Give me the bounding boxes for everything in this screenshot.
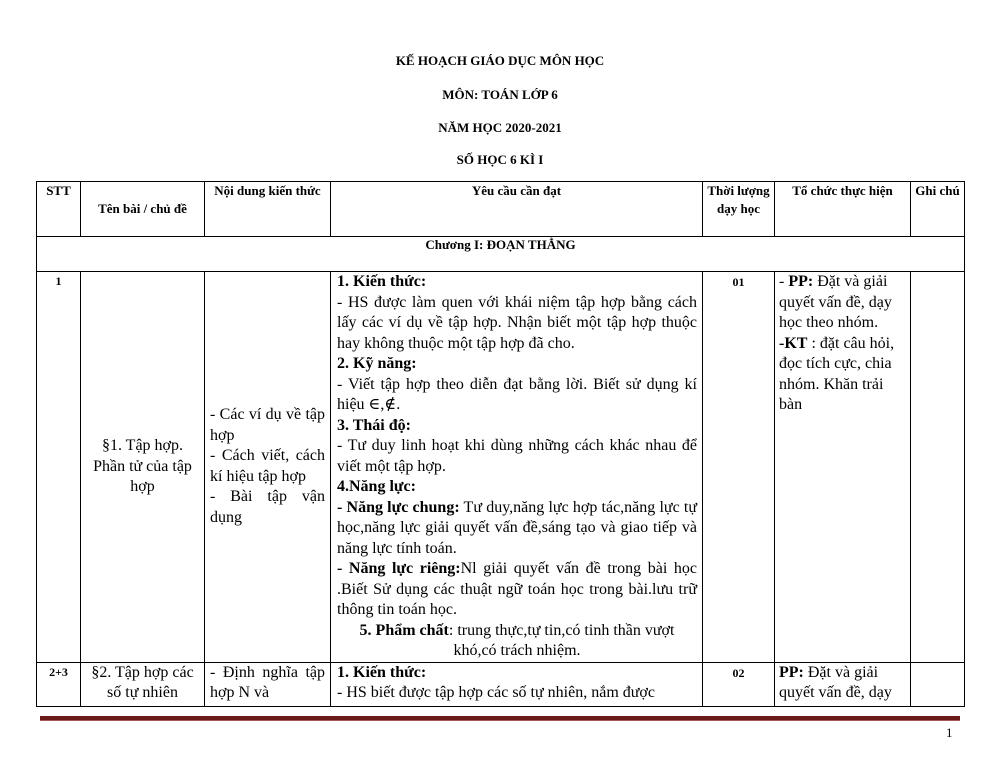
col-header-lesson-label: Tên bài / chủ đề — [98, 201, 187, 216]
req-text-attitude: - Tư duy linh hoạt khi dùng những cách khác nhau để viết một tập hợp. — [337, 437, 697, 475]
table-header-row — [37, 182, 965, 237]
plan-title: KẾ HOẠCH GIÁO DỤC MÔN HỌC — [395, 53, 605, 68]
row-lesson-name: §1. Tập hợp. Phần tử của tập hợp — [81, 272, 205, 663]
row-notes — [911, 272, 965, 663]
col-header-notes: Ghi chú — [911, 182, 965, 237]
lesson-plan-table — [36, 181, 965, 707]
req-text-knowledge: - HS được làm quen với khái niệm tập hợp bằng cách lấy các ví dụ về tập hợp. Nhận biết một tập hợp thuộc hay không thuộc một tập hợp đã cho. — [337, 293, 697, 352]
col-header-stt: STT — [37, 182, 81, 237]
req-heading-competence: 4.Năng lực: — [337, 478, 416, 495]
page-number: 1 — [946, 725, 953, 740]
row-content — [205, 272, 331, 663]
row-organization — [775, 662, 911, 706]
chapter-cell — [37, 237, 965, 272]
org-methods — [779, 663, 906, 704]
org-techniques — [779, 334, 906, 416]
col-header-organization: Tổ chức thực hiện — [775, 182, 911, 237]
req-specific-competence — [337, 559, 697, 621]
footer-divider — [40, 716, 960, 721]
row-stt: 2+3 — [37, 662, 81, 706]
row-notes — [911, 662, 965, 706]
chapter-title: Chương I: ĐOẠN THẲNG — [425, 237, 576, 252]
req-text-skills: - Viết tập hợp theo diễn đạt bằng lời. Biết sử dụng kí hiệu ∈,∉. — [337, 375, 697, 413]
req-qualities-label: 5. Phẩm chất — [359, 621, 449, 639]
req-general-competence — [337, 498, 697, 560]
org-methods-text: Đặt và giải quyết vấn đề, dạy — [779, 663, 892, 701]
req-qualities-text: : trung thực,tự tin,có tinh thần vượt khó,có trách nhiệm. — [448, 621, 675, 659]
req-text-knowledge: - HS biết được tập hợp các số tự nhiên, nắm được — [337, 684, 655, 701]
req-qualities — [337, 621, 697, 662]
org-methods: - PP: Đặt và giải quyết vấn đề, dạy học theo nhóm. — [779, 273, 892, 331]
col-header-lesson — [81, 182, 205, 237]
org-methods-label: PP: — [779, 663, 804, 681]
row-organization — [775, 272, 911, 663]
col-header-content: Nội dung kiến thức — [205, 182, 331, 237]
org-methods-text: Đặt và giải quyết vấn đề, dạy học theo nhóm. — [779, 273, 892, 331]
req-heading-knowledge: 1. Kiến thức: — [337, 273, 427, 290]
content-item: - Các ví dụ về tập hợp — [210, 406, 325, 444]
req-heading-knowledge: 1. Kiến thức: — [337, 663, 427, 681]
school-year-title: NĂM HỌC 2020-2021 — [438, 120, 562, 135]
req-specific-text: Nl giải quyết vấn đề trong bài học .Biết Sử dụng các thuật ngữ toán học trong bài.lưu trữ thông tin toán học. — [337, 560, 697, 618]
chapter-row — [37, 237, 965, 272]
row-stt: 1 — [37, 272, 81, 663]
req-heading-skills: 2. Kỹ năng: — [337, 355, 417, 372]
req-heading-attitude: 3. Thái độ: — [337, 416, 411, 434]
table-row — [37, 662, 965, 706]
content-item: - Cách viết, cách kí hiệu tập hợp — [210, 447, 325, 485]
row-duration: 02 — [703, 662, 775, 706]
org-methods-label: PP: — [788, 273, 814, 290]
table-row — [37, 272, 965, 663]
org-techniques-label: -KT — [779, 334, 808, 352]
org-techniques-text: : đặt câu hỏi, đọc tích cực, chia nhóm. Khăn trải bàn — [779, 334, 895, 413]
col-header-requirements: Yêu cầu cần đạt — [331, 182, 703, 237]
term-title: SỐ HỌC 6 KÌ I — [456, 152, 544, 167]
col-header-duration: Thời lượng dạy học — [703, 182, 775, 237]
req-general-label: - Năng lực chung: — [337, 498, 460, 516]
row-lesson-name: §2. Tập hợp các số tự nhiên — [81, 662, 205, 706]
row-duration: 01 — [703, 272, 775, 663]
subject-title: MÔN: TOÁN LỚP 6 — [442, 87, 558, 102]
req-specific-label: - Năng lực riêng: — [337, 560, 461, 577]
row-content: - Định nghĩa tập hợp N và — [205, 662, 331, 706]
row-requirements — [331, 272, 703, 663]
content-item: - Bài tập vận dụng — [210, 488, 325, 526]
req-general-text: Tư duy,năng lực hợp tác,năng lực tự học,năng lực giải quyết vấn đề,sáng tạo và giao tiếp và năng lực tính toán. — [337, 498, 697, 557]
row-requirements — [331, 662, 703, 706]
